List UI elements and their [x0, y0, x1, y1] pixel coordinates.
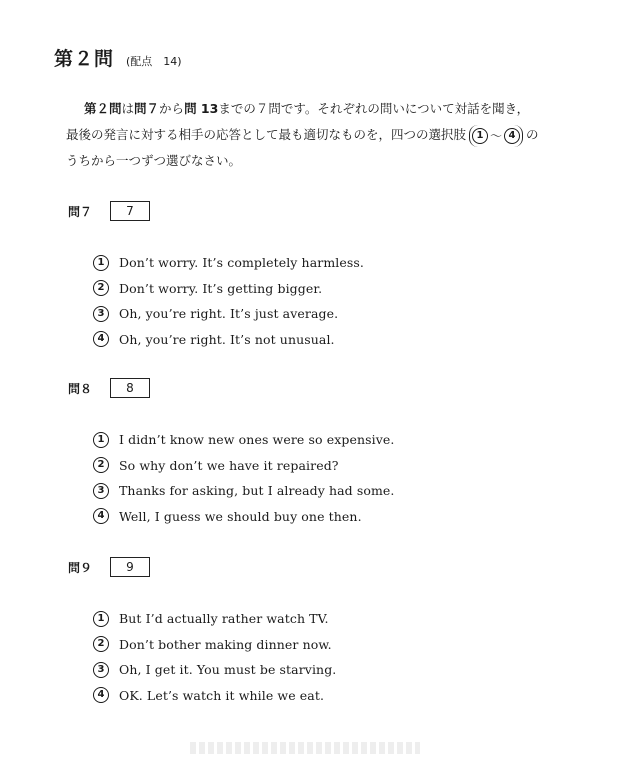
- option-item: [93, 427, 395, 453]
- instructions: [66, 96, 566, 174]
- instructions-line-1: [66, 96, 566, 122]
- option-item: [93, 504, 395, 530]
- question-9: [68, 557, 336, 708]
- option-text: I didn’t know new ones were so expensive.: [119, 432, 395, 448]
- choice-range-bracket: [469, 125, 523, 147]
- section-heading: [54, 44, 182, 71]
- option-item: [93, 478, 395, 504]
- question-header: [68, 201, 364, 221]
- circled-number-icon: 3: [93, 306, 109, 322]
- option-item: [93, 301, 364, 327]
- option-list: [93, 250, 364, 352]
- circled-number-icon: 1: [93, 611, 109, 627]
- option-item: [93, 606, 336, 632]
- section-title: 第２問: [54, 48, 115, 70]
- question-header: [68, 378, 395, 398]
- option-text: So why don’t we have it repaired?: [119, 457, 339, 473]
- circled-number-icon: 1: [472, 128, 488, 144]
- option-item: [93, 250, 364, 276]
- circled-number-icon: 2: [93, 280, 109, 296]
- instructions-line-2: [66, 122, 566, 148]
- option-item: [93, 632, 336, 658]
- instr-bold-q-end: 問 13: [184, 101, 219, 116]
- option-item: [93, 453, 395, 479]
- instr-bold-section: 第２問: [84, 101, 122, 116]
- instr-text: から: [159, 101, 185, 116]
- option-text: OK. Let’s watch it while we eat.: [119, 687, 325, 703]
- instr-bold-q-start: 問７: [134, 101, 160, 116]
- answer-box: 8: [110, 378, 150, 398]
- option-item: [93, 276, 364, 302]
- answer-box: 7: [110, 201, 150, 221]
- circled-number-icon: 1: [93, 255, 109, 271]
- question-label: 問７: [68, 204, 93, 219]
- circled-number-icon: 2: [93, 457, 109, 473]
- circled-number-icon: 4: [93, 331, 109, 347]
- option-text: Oh, you’re right. It’s just average.: [119, 306, 339, 322]
- option-text: Oh, you’re right. It’s not unusual.: [119, 331, 335, 347]
- question-7: [68, 201, 364, 352]
- range-tilde: 〜: [490, 128, 503, 143]
- score-note: (配点 14): [126, 55, 182, 68]
- option-item: [93, 683, 336, 709]
- instructions-line-3: うちから一つずつ選びなさい。: [66, 153, 242, 168]
- option-text: But I’d actually rather watch TV.: [119, 611, 329, 627]
- circled-number-icon: 2: [93, 636, 109, 652]
- answer-box: 9: [110, 557, 150, 577]
- option-list: [93, 427, 395, 529]
- option-text: Thanks for asking, but I already had some.: [119, 483, 395, 499]
- bleed-through-artifact: [190, 742, 420, 754]
- circled-number-icon: 3: [93, 483, 109, 499]
- instr-text: 最後の発言に対する相手の応答として最も適切なものを，四つの選択肢: [66, 127, 467, 142]
- instr-text: は: [121, 101, 135, 116]
- circled-number-icon: 1: [93, 432, 109, 448]
- option-text: Don’t worry. It’s completely harmless.: [119, 255, 364, 271]
- option-list: [93, 606, 336, 708]
- instr-text: までの７問です。それぞれの問いについて対話を聞き，: [218, 101, 530, 116]
- circled-number-icon: 4: [93, 508, 109, 524]
- option-item: [93, 327, 364, 353]
- option-text: Oh, I get it. You must be starving.: [119, 662, 337, 678]
- option-item: [93, 657, 336, 683]
- circled-number-icon: 4: [504, 128, 520, 144]
- question-header: [68, 557, 336, 577]
- circled-number-icon: 3: [93, 662, 109, 678]
- option-text: Don’t worry. It’s getting bigger.: [119, 280, 323, 296]
- option-text: Don’t bother making dinner now.: [119, 636, 332, 652]
- question-label: 問８: [68, 381, 93, 396]
- option-text: Well, I guess we should buy one then.: [119, 508, 362, 524]
- question-8: [68, 378, 395, 529]
- question-label: 問９: [68, 560, 93, 575]
- circled-number-icon: 4: [93, 687, 109, 703]
- instr-text: の: [526, 127, 539, 142]
